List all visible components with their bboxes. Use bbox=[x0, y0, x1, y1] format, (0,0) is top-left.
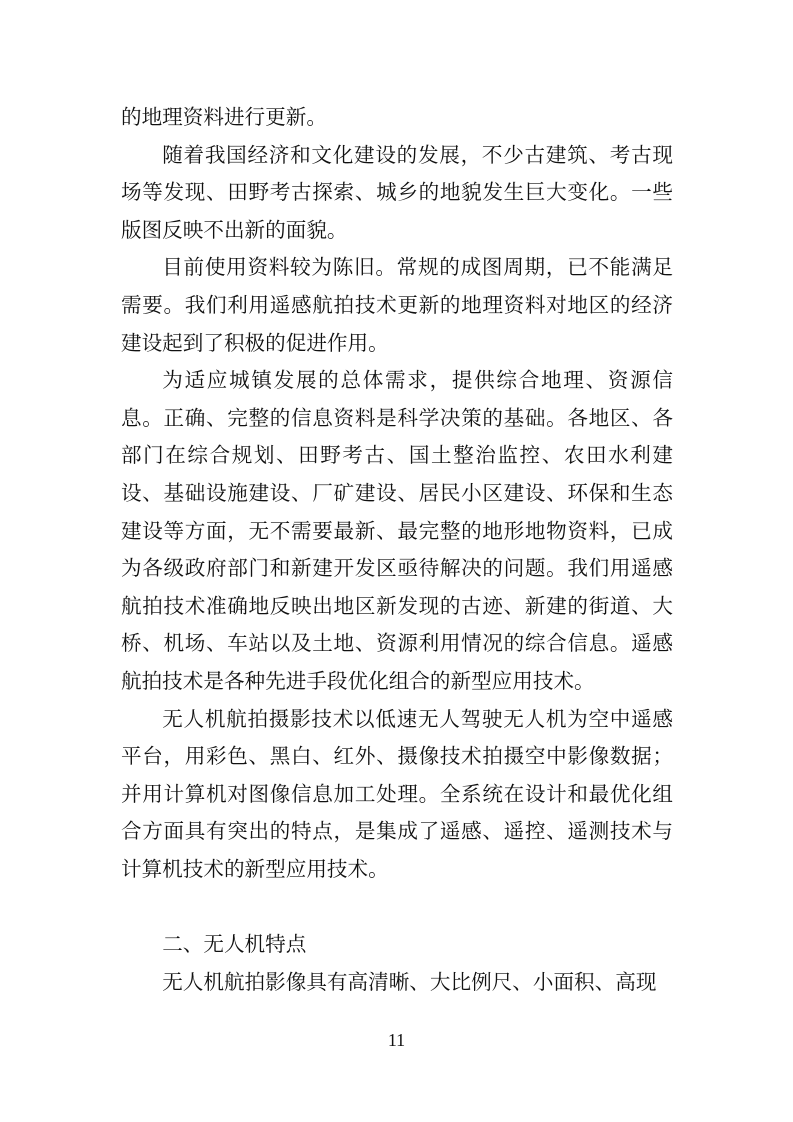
document-body bbox=[121, 99, 673, 1001]
paragraph: 的地理资料进行更新。 bbox=[121, 105, 327, 129]
section-heading: 二、无人机特点 bbox=[162, 932, 307, 957]
page-number: 11 bbox=[387, 1030, 406, 1050]
blank-line bbox=[121, 888, 673, 926]
paragraph: 目前使用资料较为陈旧。常规的成图周期，已不能满足需要。我们利用遥感航拍技术更新的地理资料对地区的经济建设起到了积极的促进作用。 bbox=[121, 255, 673, 355]
paragraph: 无人机航拍影像具有高清晰、大比例尺、小面积、高现 bbox=[162, 969, 657, 994]
paragraph: 无人机航拍摄影技术以低速无人驾驶无人机为空中遥感平台，用彩色、黑白、红外、摄像技术拍摄空中影像数据；并用计算机对图像信息加工处理。全系统在设计和最优化组合方面具有突出的特点，是集成了遥感、遥控、遥测技术与计算机技术的新型应用技术。 bbox=[121, 706, 673, 881]
paragraph: 为适应城镇发展的总体需求，提供综合地理、资源信息。正确、完整的信息资料是科学决策的基础。各地区、各部门在综合规划、田野考古、国土整治监控、农田水利建设、基础设施建设、厂矿建设、居民小区建设、环保和生态建设等方面，无不需要最新、最完整的地形地物资料，已成为各级政府部门和新建开发区亟待解决的问题。我们用遥感航拍技术准确地反映出地区新发现的古迹、新建的街道、大桥、机场、车站以及土地、资源利用情况的综合信息。遥感航拍技术是各种先进手段优化组合的新型应用技术。 bbox=[121, 368, 673, 693]
paragraph: 随着我国经济和文化建设的发展，不少古建筑、考古现场等发现、田野考古探索、城乡的地貌发生巨大变化。一些版图反映不出新的面貌。 bbox=[121, 142, 673, 242]
